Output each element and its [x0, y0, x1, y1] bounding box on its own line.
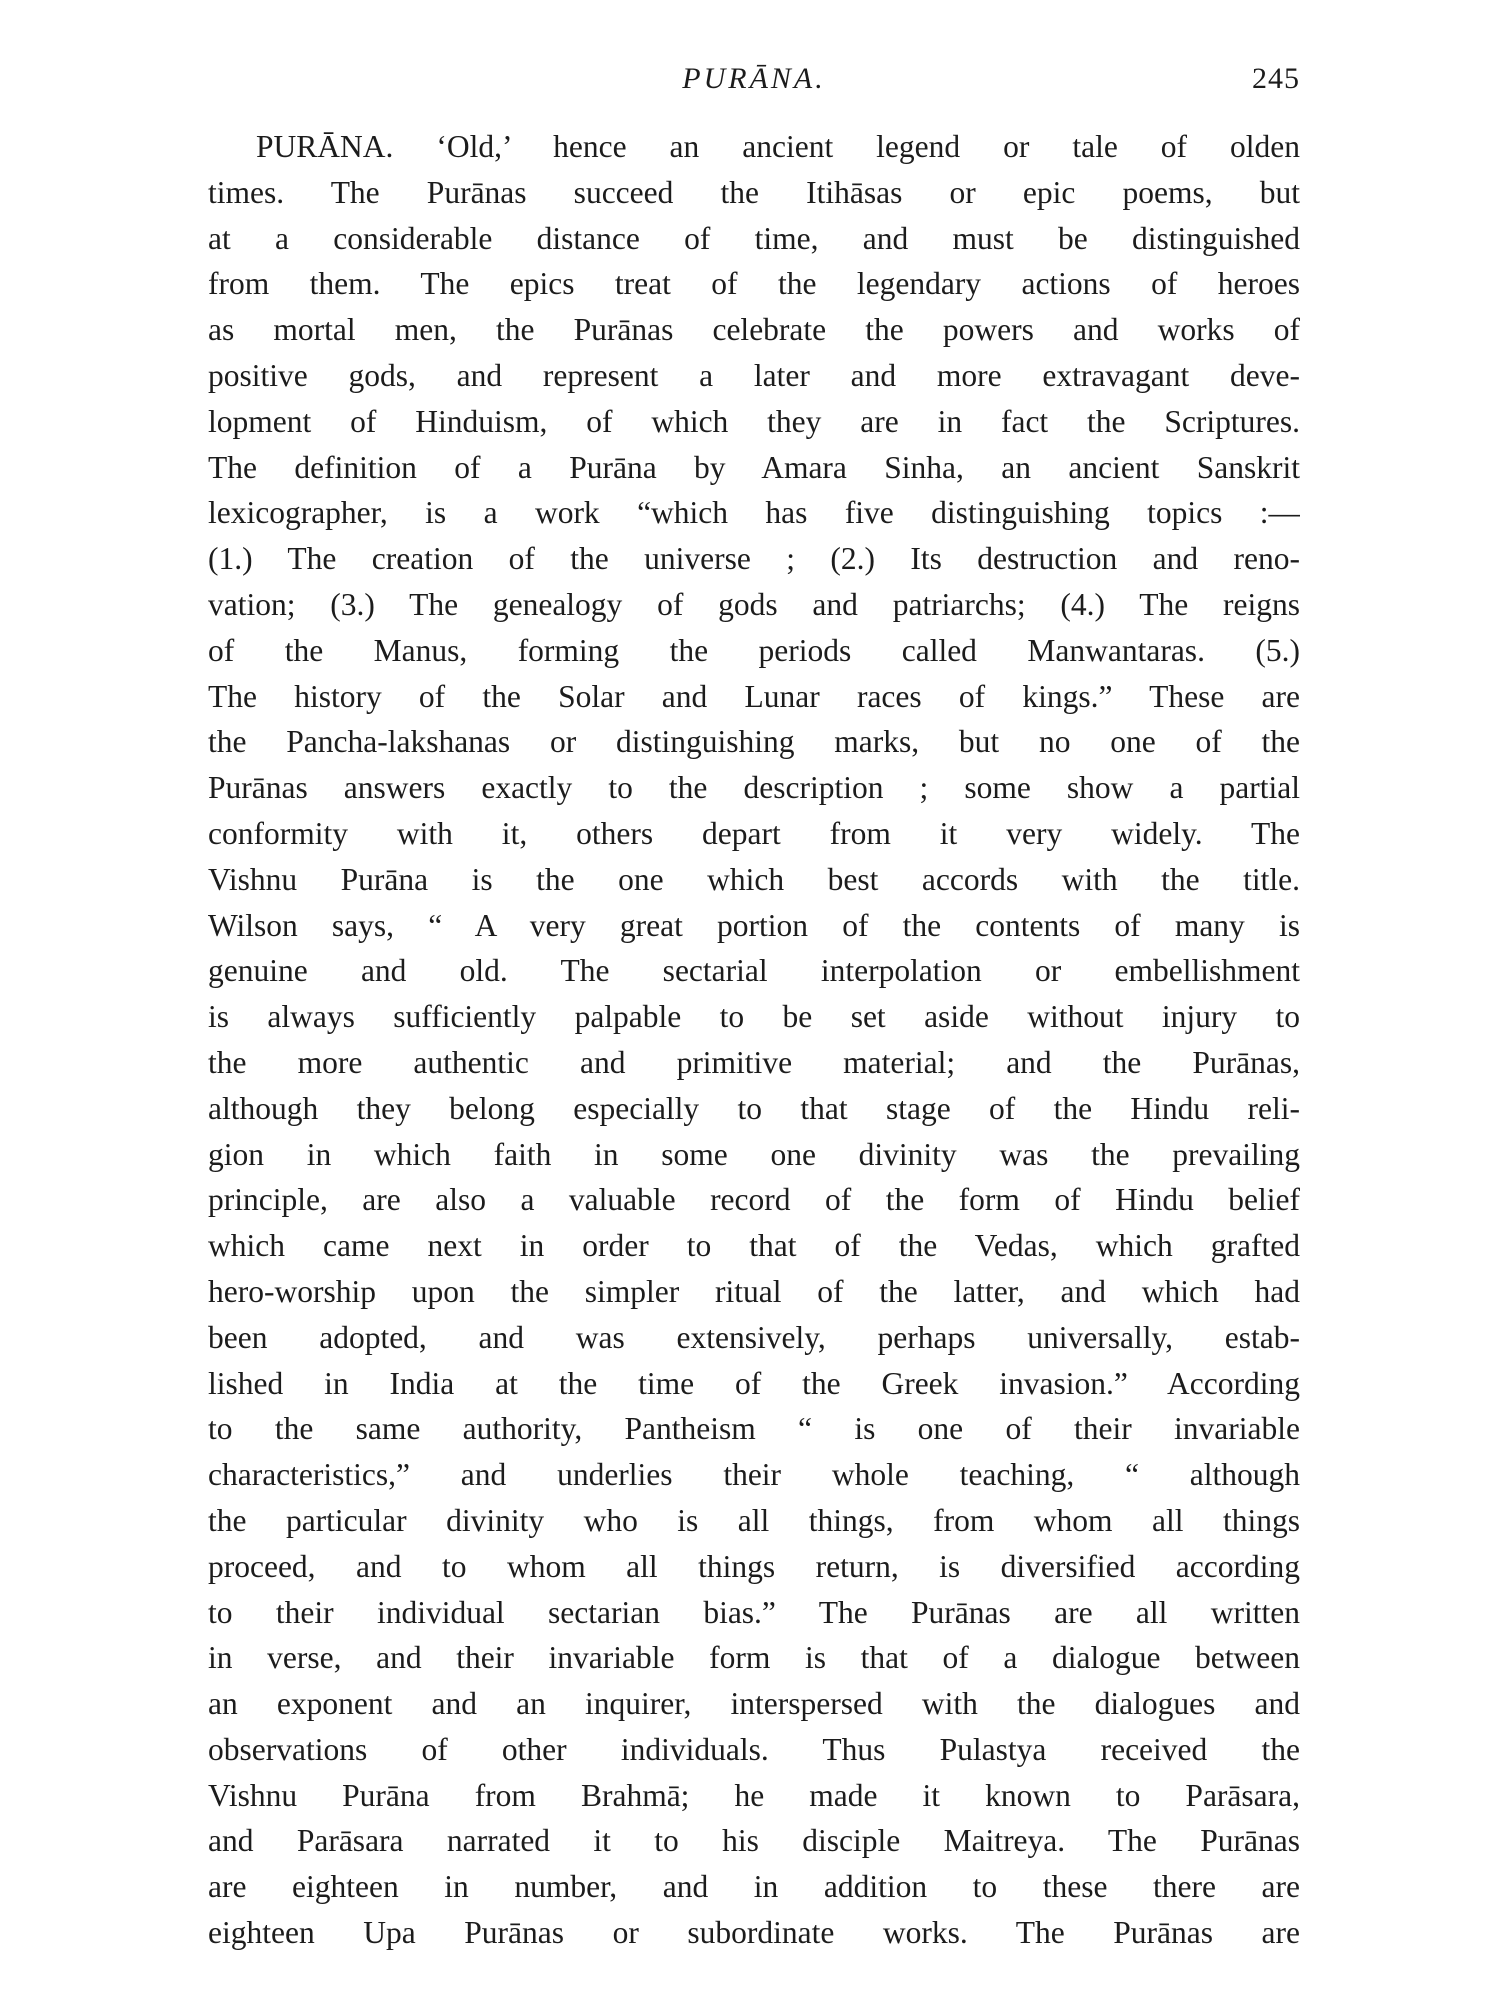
text-line: the particular divinity who is all things, from whom all things [208, 1502, 1300, 1538]
text-line: although they belong especially to that stage of the Hindu reli- [208, 1090, 1300, 1126]
text-line: gion in which faith in some one divinity was the prevailing [208, 1136, 1300, 1172]
text-line: as mortal men, the Purānas celebrate the powers and works of [208, 312, 1300, 348]
text-line: lopment of Hinduism, of which they are in fact the Scriptures. [208, 403, 1300, 439]
text-line: to the same authority, Pantheism “ is one of their invariable [208, 1411, 1300, 1447]
running-head [208, 62, 1300, 102]
text-line: The history of the Solar and Lunar races of kings.” These are [208, 678, 1300, 714]
text-line: to their individual sectarian bias.” The Purānas are all written [208, 1594, 1300, 1630]
text-line: in verse, and their invariable form is that of a dialogue between [208, 1640, 1300, 1676]
text-line: an exponent and an inquirer, interspersed with the dialogues and [208, 1686, 1300, 1722]
text-line: Vishnu Purāna from Brahmā; he made it known to Parāsara, [208, 1777, 1300, 1813]
text-line: lished in India at the time of the Greek invasion.” According [208, 1365, 1300, 1401]
text-line: are eighteen in number, and in addition to these there are [208, 1869, 1300, 1905]
body-paragraph [208, 124, 1300, 1956]
text-line: characteristics,” and underlies their whole teaching, “ although [208, 1457, 1300, 1493]
text-line: proceed, and to whom all things return, is diversified according [208, 1548, 1300, 1584]
text-line: PURĀNA. ‘Old,’ hence an ancient legend or tale of olden [256, 129, 1300, 164]
text-line: positive gods, and represent a later and more extravagant deve- [208, 357, 1300, 393]
text-line: lexicographer, is a work “which has five distinguishing topics :— [208, 495, 1300, 531]
page-number: 245 [1252, 62, 1300, 95]
text-line: the more authentic and primitive material; and the Purānas, [208, 1044, 1300, 1080]
text-line: which came next in order to that of the Vedas, which grafted [208, 1228, 1300, 1264]
text-line: Wilson says, “ A very great portion of the contents of many is [208, 907, 1300, 943]
text-line: hero-worship upon the simpler ritual of the latter, and which had [208, 1273, 1300, 1309]
text-line: at a considerable distance of time, and must be distinguished [208, 220, 1300, 256]
text-line: conformity with it, others depart from it very widely. The [208, 815, 1300, 851]
text-line: is always sufficiently palpable to be set aside without injury to [208, 999, 1300, 1035]
text-line: vation; (3.) The genealogy of gods and patriarchs; (4.) The reigns [208, 586, 1300, 622]
text-line: the Pancha-lakshanas or distinguishing marks, but no one of the [208, 724, 1300, 760]
text-line: observations of other individuals. Thus Pulastya received the [208, 1731, 1300, 1767]
text-line: genuine and old. The sectarial interpolation or embellishment [208, 953, 1300, 989]
text-line: The definition of a Purāna by Amara Sinha, an ancient Sanskrit [208, 449, 1300, 485]
text-line: Purānas answers exactly to the description ; some show a partial [208, 770, 1300, 806]
text-line: been adopted, and was extensively, perhaps universally, estab- [208, 1319, 1300, 1355]
text-line: times. The Purānas succeed the Itihāsas or epic poems, but [208, 174, 1300, 210]
running-head-title: PURĀNA. [682, 62, 826, 95]
text-line: Vishnu Purāna is the one which best accords with the title. [208, 861, 1300, 897]
text-line: (1.) The creation of the universe ; (2.) Its destruction and reno- [208, 541, 1300, 577]
text-line: principle, are also a valuable record of the form of Hindu belief [208, 1182, 1300, 1218]
text-line: eighteen Upa Purānas or subordinate works. The Purānas are [208, 1915, 1300, 1951]
text-line: and Parāsara narrated it to his disciple Maitreya. The Purānas [208, 1823, 1300, 1859]
text-line: of the Manus, forming the periods called Manwantaras. (5.) [208, 632, 1300, 668]
text-line: from them. The epics treat of the legendary actions of heroes [208, 266, 1300, 302]
